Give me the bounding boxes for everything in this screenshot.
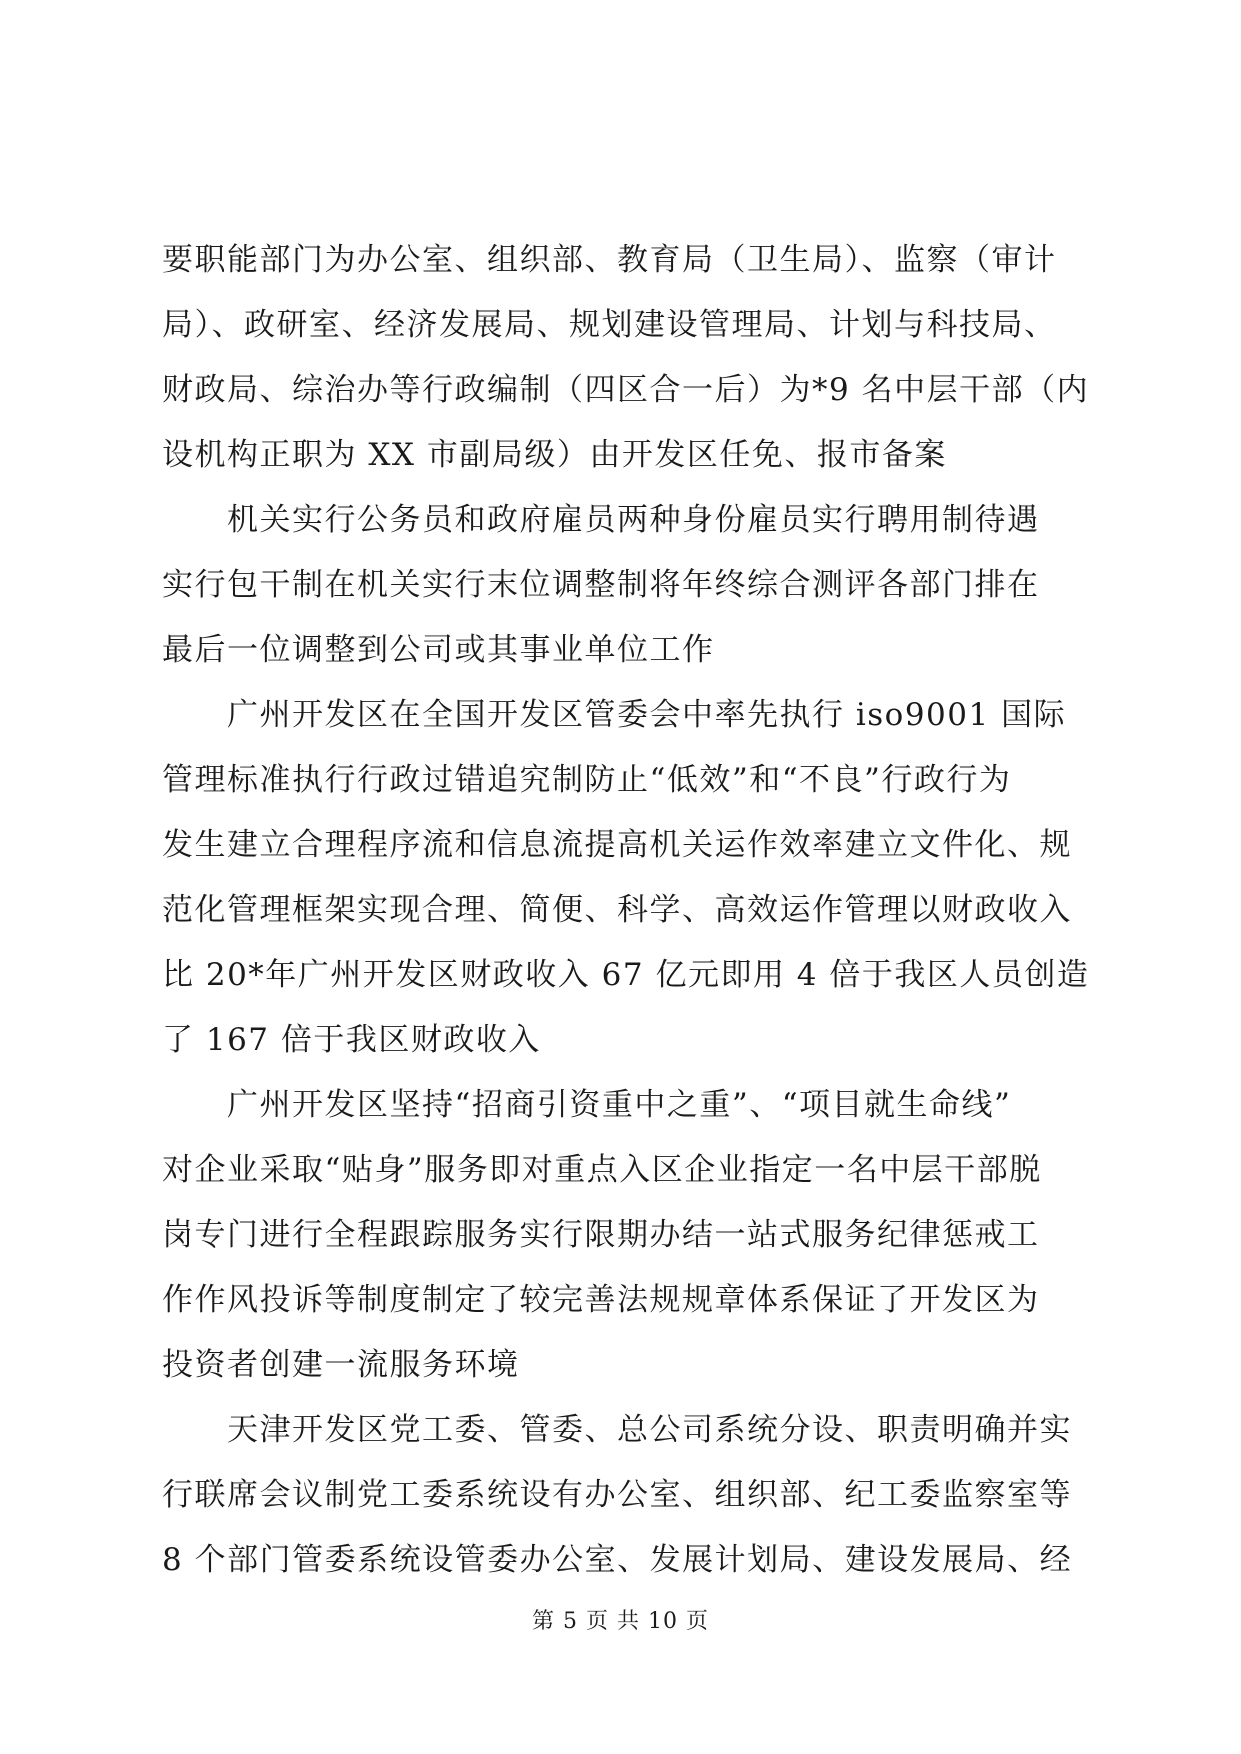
text-line: 管理标准执行行政过错追究制防止“低效”和“不良”行政行为: [162, 762, 1012, 798]
text-line: 实行包干制在机关实行末位调整制将年终综合测评各部门排在: [162, 567, 1040, 603]
text-line: 广州开发区在全国开发区管委会中率先执行 iso9001 国际: [162, 697, 1067, 733]
text-line: 机关实行公务员和政府雇员两种身份雇员实行聘用制待遇: [162, 502, 1040, 538]
text-line: 作作风投诉等制度制定了较完善法规规章体系保证了开发区为: [162, 1282, 1040, 1318]
text-line: 范化管理框架实现合理、简便、科学、高效运作管理以财政收入: [162, 892, 1072, 928]
text-line: 天津开发区党工委、管委、总公司系统分设、职责明确并实: [162, 1412, 1072, 1448]
text-line: 设机构正职为 XX 市副局级）由开发区任免、报市备案: [162, 437, 947, 473]
text-line: 发生建立合理程序流和信息流提高机关运作效率建立文件化、规: [162, 827, 1072, 863]
text-line: 广州开发区坚持“招商引资重中之重”、“项目就生命线”: [162, 1087, 1012, 1123]
text-line: 局）、政研室、经济发展局、规划建设管理局、计划与科技局、: [162, 307, 1057, 343]
page-number-footer: 第 5 页 共 10 页: [532, 1609, 709, 1634]
text-line: 比 20*年广州开发区财政收入 67 亿元即用 4 倍于我区人员创造: [162, 957, 1090, 993]
text-line: 要职能部门为办公室、组织部、教育局（卫生局）、监察（审计: [162, 242, 1057, 278]
text-line: 行联席会议制党工委系统设有办公室、组织部、纪工委监察室等: [162, 1477, 1072, 1513]
text-line: 了 167 倍于我区财政收入: [162, 1022, 541, 1058]
text-line: 最后一位调整到公司或其事业单位工作: [162, 632, 715, 668]
text-line: 财政局、综治办等行政编制（四区合一后）为*9 名中层干部（内: [162, 372, 1090, 408]
text-line: 投资者创建一流服务环境: [162, 1347, 520, 1383]
text-line: 8 个部门管委系统设管委办公室、发展计划局、建设发展局、经: [162, 1542, 1073, 1578]
text-line: 对企业采取“贴身”服务即对重点入区企业指定一名中层干部脱: [162, 1152, 1042, 1188]
document-body: [162, 228, 1090, 1593]
text-line: 岗专门进行全程跟踪服务实行限期办结一站式服务纪律惩戒工: [162, 1217, 1040, 1253]
